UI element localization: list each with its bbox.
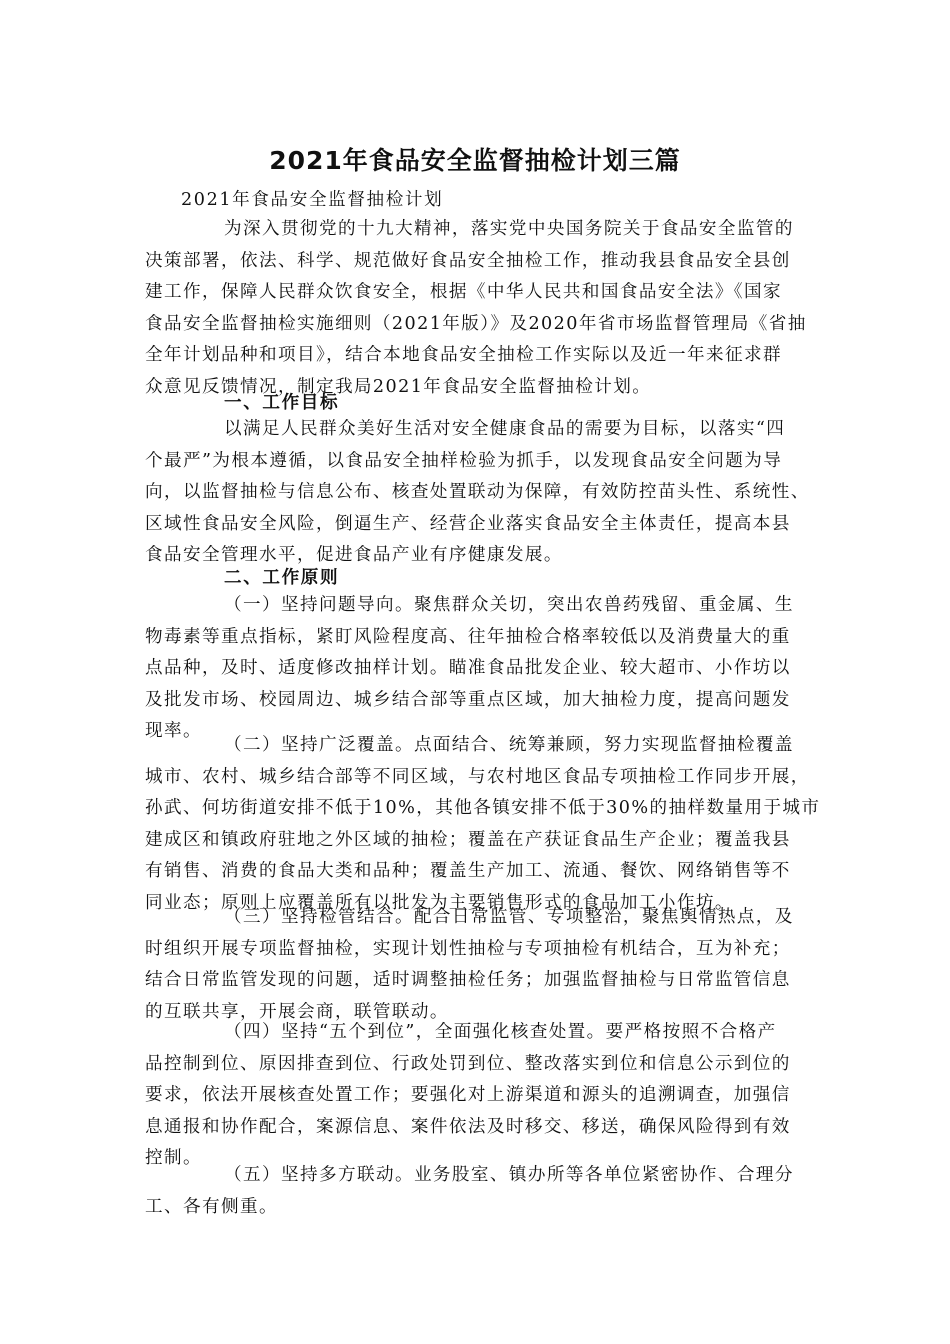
text-line: 控制。: [145, 1148, 202, 1169]
text-line: 及批发市场、校园周边、城乡结合部等重点区域，加大抽检力度，提高问题发: [145, 689, 791, 710]
text-line: （五）坚持多方联动。业务股室、镇办所等各单位紧密协作、合理分: [224, 1165, 794, 1185]
text-line: 息通报和协作配合，案源信息、案件依法及时移交、移送，确保风险得到有效: [145, 1116, 791, 1137]
text-line: （一）坚持问题导向。聚焦群众关切，突出农兽药残留、重金属、生: [224, 595, 794, 615]
text-line: 品控制到位、原因排查到位、行政处罚到位、整改落实到位和信息公示到位的: [145, 1053, 791, 1074]
text-line: （四）坚持“五个到位”，全面强化核查处置。要严格按照不合格产: [224, 1022, 777, 1042]
text-line: 区域性食品安全风险，倒逼生产、经营企业落实食品安全主体责任，提高本县: [145, 513, 791, 534]
text-line: 有销售、消费的食品大类和品种；覆盖生产加工、流通、餐饮、网络销售等不: [145, 861, 791, 882]
goals-paragraph: [145, 414, 810, 572]
text-line: 建工作，保障人民群众饮食安全，根据《中华人民共和国食品安全法》《国家: [145, 282, 782, 303]
text-line: 食品安全监督抽检实施细则（2021年版）》及2020年省市场监督管理局《省抽: [145, 313, 807, 334]
text-line: （二）坚持广泛覆盖。点面结合、统筹兼顾，努力实现监督抽检覆盖: [224, 735, 794, 755]
intro-paragraph: [145, 214, 810, 404]
principle-5-paragraph: [145, 1160, 810, 1223]
document-subtitle: 2021年食品安全监督抽检计划: [181, 190, 444, 210]
text-line: 同业态；原则上应覆盖所有以批发为主要销售形式的食品加工小作坊。: [145, 892, 734, 913]
text-line: 城市、农村、城乡结合部等不同区域，与农村地区食品专项抽检工作同步开展，: [145, 766, 810, 787]
text-line: （三）坚持检管结合。配合日常监管、专项整治，聚焦舆情热点，及: [224, 907, 794, 927]
text-line: 众意见反馈情况，制定我局2021年食品安全监督抽检计划。: [145, 376, 652, 397]
text-line: 以满足人民群众美好生活对安全健康食品的需要为目标，以落实“四: [224, 419, 786, 439]
text-line: 现率。: [145, 721, 202, 742]
text-line: 工、各有侧重。: [145, 1196, 278, 1217]
text-line: 向，以监督抽检与信息公布、核查处置联动为保障，有效防控苗头性、系统性、: [145, 482, 810, 503]
text-line: 孙武、何坊街道安排不低于10%，其他各镇安排不低于30%的抽样数量用于城市: [145, 798, 821, 819]
text-line: 要求，依法开展核查处置工作；要强化对上游渠道和源头的追溯调查，加强信: [145, 1085, 791, 1106]
principle-2-paragraph: [145, 730, 821, 920]
text-line: 个最严”为根本遵循，以食品安全抽样检验为抓手，以发现食品安全问题为导: [145, 450, 783, 471]
principle-1-paragraph: [145, 590, 810, 748]
text-line: 时组织开展专项监督抽检，实现计划性抽检与专项抽检有机结合，互为补充；: [145, 938, 791, 959]
principle-3-paragraph: [145, 902, 810, 1028]
section-heading-goals: 一、工作目标: [224, 393, 340, 413]
text-line: 食品安全管理水平，促进食品产业有序健康发展。: [145, 545, 563, 566]
document-title: 2021年食品安全监督抽检计划三篇: [269, 146, 681, 175]
text-line: 决策部署，依法、科学、规范做好食品安全抽检工作，推动我县食品安全县创: [145, 250, 791, 271]
text-line: 的互联共享，开展会商，联管联动。: [145, 1001, 449, 1022]
text-line: 全年计划品种和项目》，结合本地食品安全抽检工作实际以及近一年来征求群: [145, 345, 782, 366]
principle-4-paragraph: [145, 1017, 810, 1175]
text-line: 结合日常监管发现的问题，适时调整抽检任务；加强监督抽检与日常监管信息: [145, 970, 791, 991]
text-line: 建成区和镇政府驻地之外区域的抽检；覆盖在产获证食品生产企业；覆盖我县: [145, 829, 791, 850]
text-line: 点品种，及时、适度修改抽样计划。瞄准食品批发企业、较大超市、小作坊以: [145, 658, 791, 679]
section-heading-principles: 二、工作原则: [224, 568, 340, 588]
text-line: 物毒素等重点指标，紧盯风险程度高、往年抽检合格率较低以及消费量大的重: [145, 626, 791, 647]
text-line: 为深入贯彻党的十九大精神，落实党中央国务院关于食品安全监管的: [224, 219, 794, 239]
